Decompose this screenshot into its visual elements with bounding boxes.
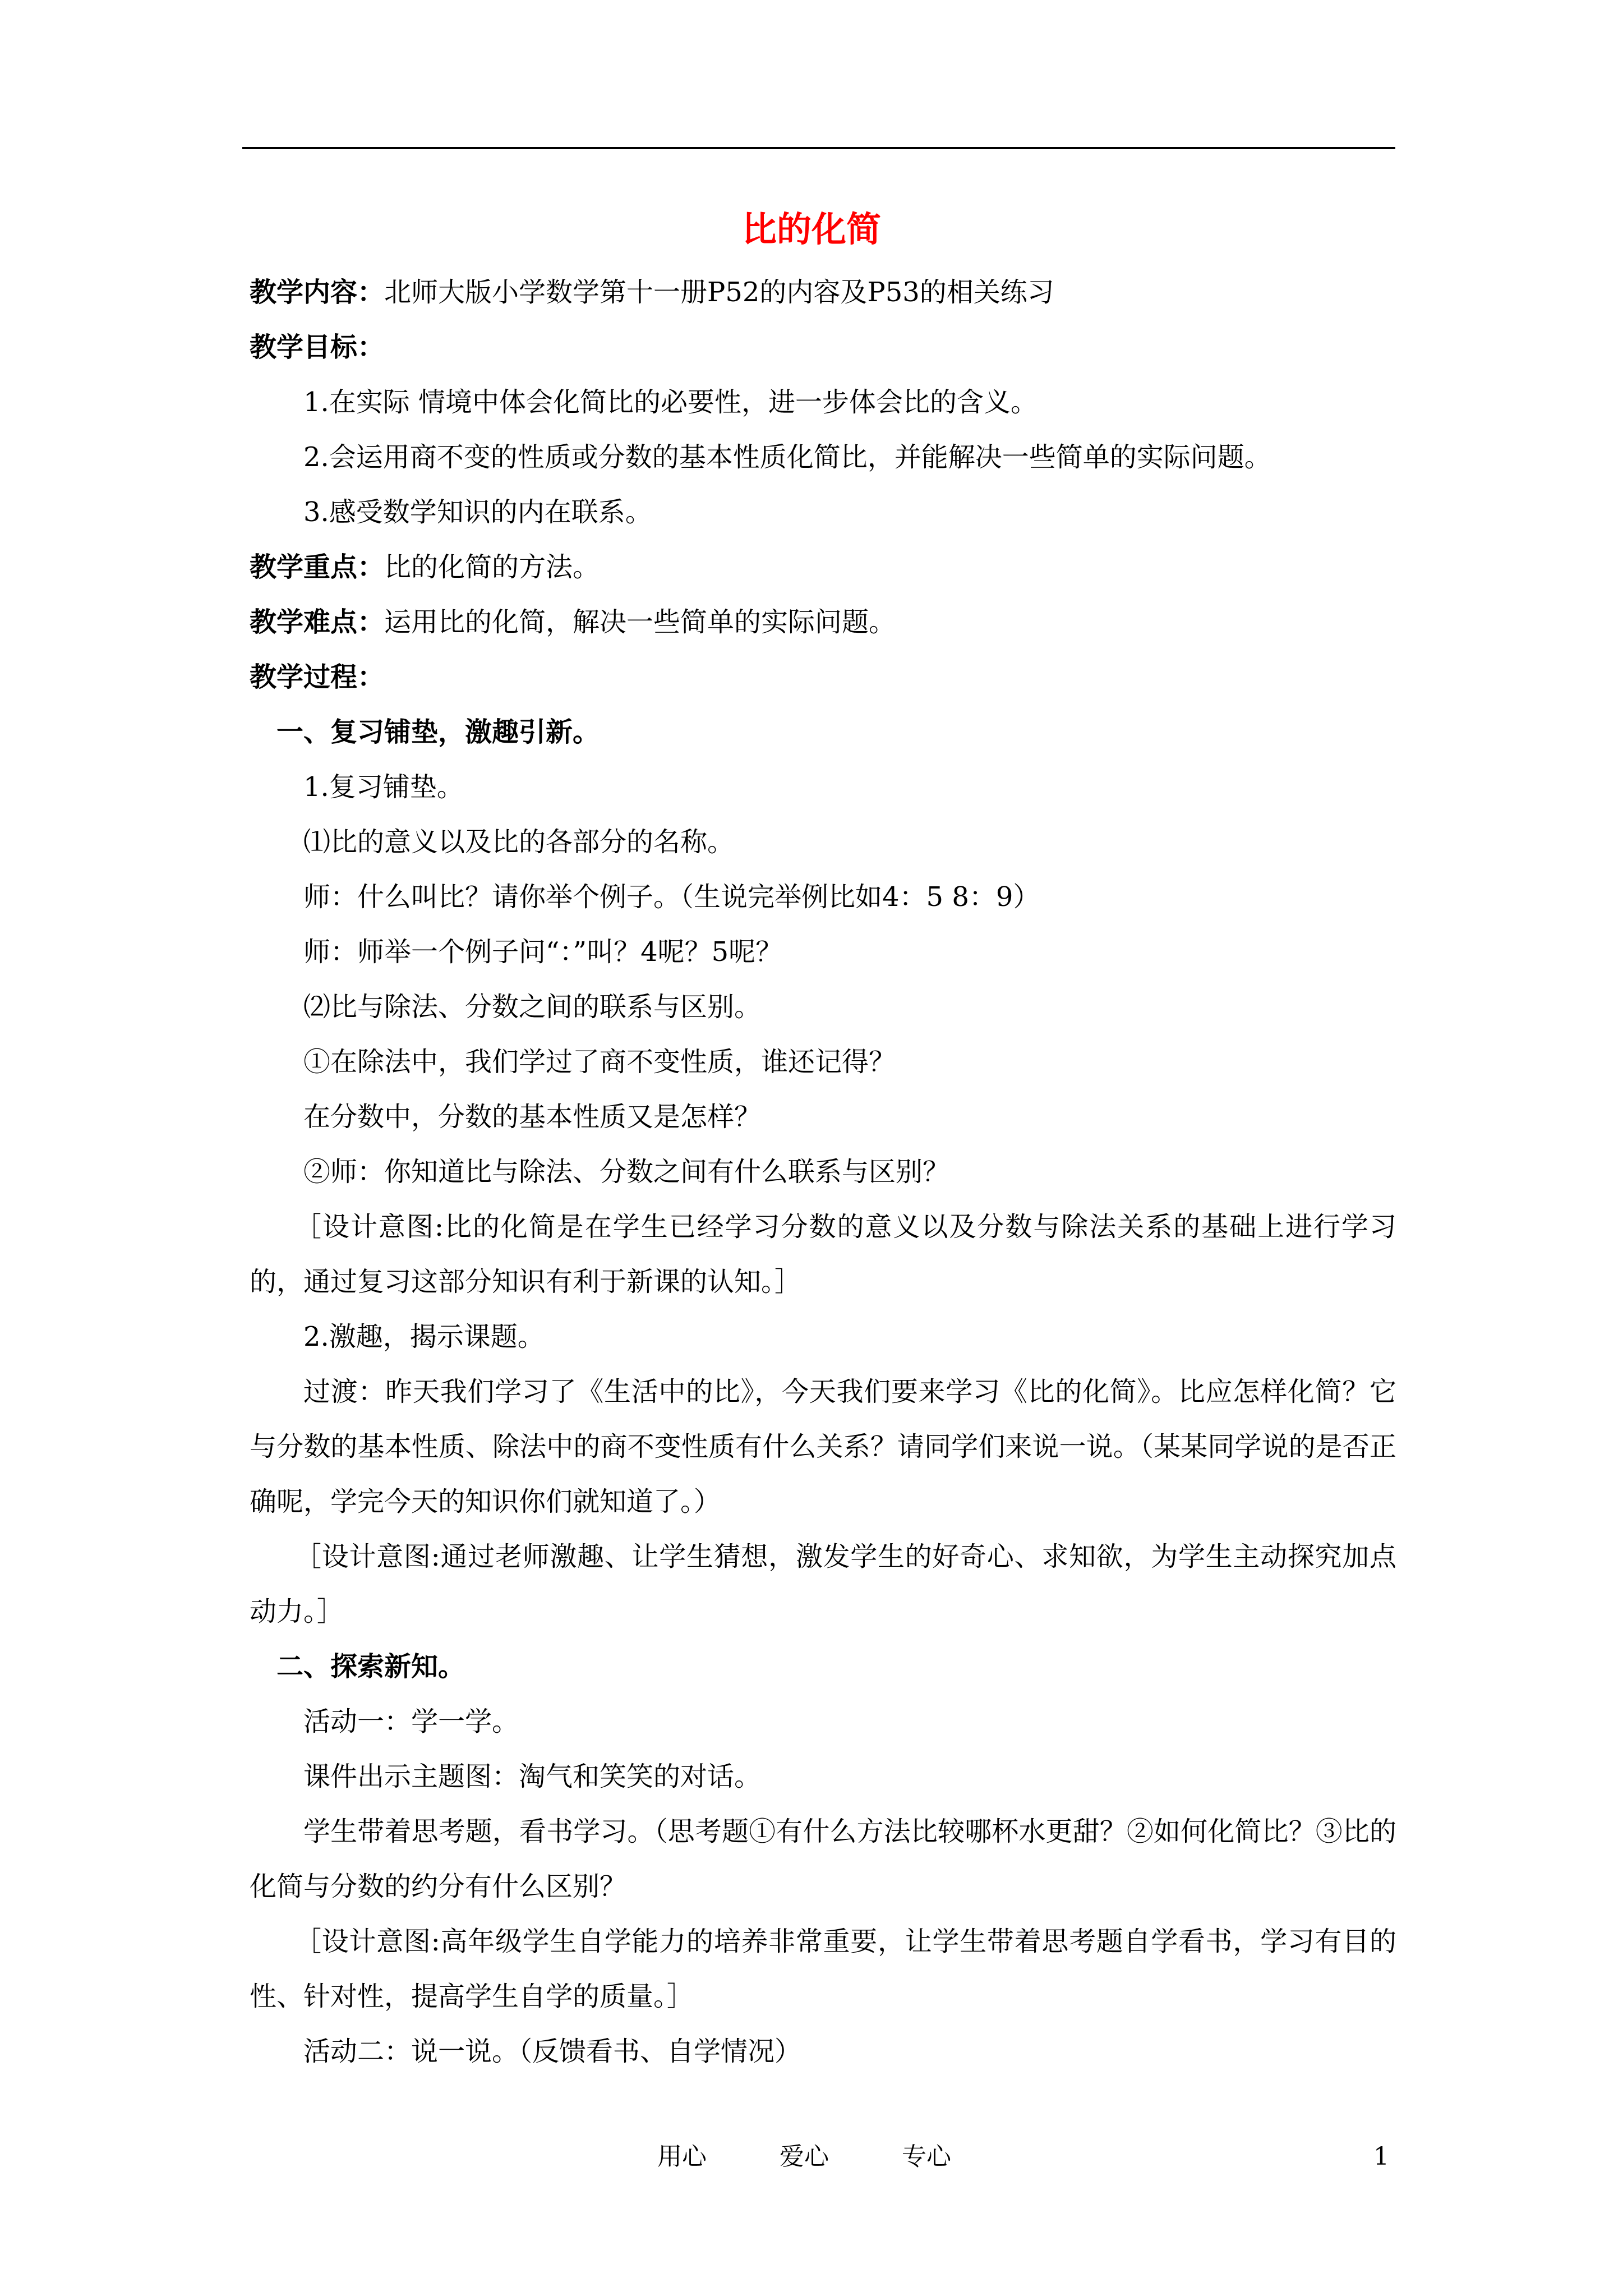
transition-paragraph: 过渡：昨天我们学习了《生活中的比》，今天我们要来学习《比的化简》。比应怎样化简？它与分数的基本性质、除法中的商不变性质有什么关系？请同学们来说一说。（某某同学说的是否正确呢，学完今天的知识你们就知道了。） <box>250 1376 1396 1517</box>
content-line <box>250 265 1396 320</box>
teacher-question: 师：师举一个例子问“：”叫？4呢？5呢？ <box>303 936 783 968</box>
section1-heading: 一、复习铺垫，激趣引新。 <box>276 716 600 748</box>
content-label: 教学内容： <box>250 277 385 308</box>
difficulty-label: 教学难点： <box>250 606 385 638</box>
activity-title: 活动二：说一说。（反馈看书、自学情况） <box>303 2036 802 2067</box>
footer-motto-word: 用心 <box>657 2142 707 2171</box>
review-item: 1.复习铺垫。 <box>303 771 464 803</box>
header-rule <box>242 147 1395 149</box>
footer-motto <box>657 2140 951 2174</box>
goal-item: 2.会运用商不变的性质或分数的基本性质化简比，并能解决一些简单的实际问题。 <box>303 441 1271 473</box>
review-point: 在分数中，分数的基本性质又是怎样？ <box>303 1101 762 1133</box>
page-footer <box>0 2140 1623 2174</box>
activity-title: 活动一：学一学。 <box>303 1706 519 1737</box>
review-subitem: ⑵比与除法、分数之间的联系与区别。 <box>303 991 762 1023</box>
goal-item: 1.在实际 情境中体会化简比的必要性，进一步体会比的含义。 <box>303 386 1038 418</box>
process-label: 教学过程： <box>250 661 385 693</box>
goals-label: 教学目标： <box>250 332 385 363</box>
footer-motto-word: 专心 <box>902 2142 951 2171</box>
key-point-label: 教学重点： <box>250 551 385 583</box>
review-point: ①在除法中，我们学过了商不变性质，谁还记得？ <box>303 1046 896 1078</box>
key-point-text: 比的化简的方法。 <box>384 551 600 583</box>
design-intent: ［设计意图:高年级学生自学能力的培养非常重要，让学生带着思考题自学看书，学习有目的性、针对性，提高学生自学的质量。］ <box>250 1926 1396 2012</box>
review-subitem: ⑴比的意义以及比的各部分的名称。 <box>303 826 735 858</box>
review-item: 2.激趣，揭示课题。 <box>303 1321 545 1352</box>
content-text: 北师大版小学数学第十一册P52的内容及P53的相关练习 <box>384 277 1054 308</box>
page-number: 1 <box>1373 2142 1389 2171</box>
section2-heading: 二、探索新知。 <box>276 1651 465 1682</box>
difficulty-text: 运用比的化简，解决一些简单的实际问题。 <box>384 606 896 638</box>
courseware-line: 课件出示主题图：淘气和笑笑的对话。 <box>303 1761 762 1792</box>
document-body <box>250 265 1396 2079</box>
difficulty-line <box>250 595 1396 650</box>
study-paragraph: 学生带着思考题，看书学习。（思考题①有什么方法比较哪杯水更甜？②如何化简比？③比的化简与分数的约分有什么区别？ <box>250 1816 1396 1902</box>
review-point: ②师：你知道比与除法、分数之间有什么联系与区别？ <box>303 1156 950 1188</box>
footer-motto-word: 爱心 <box>780 2142 829 2171</box>
document-title: 比的化简 <box>741 209 881 250</box>
key-point-line <box>250 540 1396 595</box>
goal-item: 3.感受数学知识的内在联系。 <box>303 496 652 528</box>
design-intent: ［设计意图:通过老师激趣、让学生猜想，激发学生的好奇心、求知欲，为学生主动探究加点动力。］ <box>250 1541 1396 1627</box>
design-intent: ［设计意图:比的化简是在学生已经学习分数的意义以及分数与除法关系的基础上进行学习的，通过复习这部分知识有利于新课的认知。］ <box>250 1211 1396 1297</box>
teacher-question: 师：什么叫比？请你举个例子。（生说完举例比如4：5 8：9） <box>303 881 1040 913</box>
